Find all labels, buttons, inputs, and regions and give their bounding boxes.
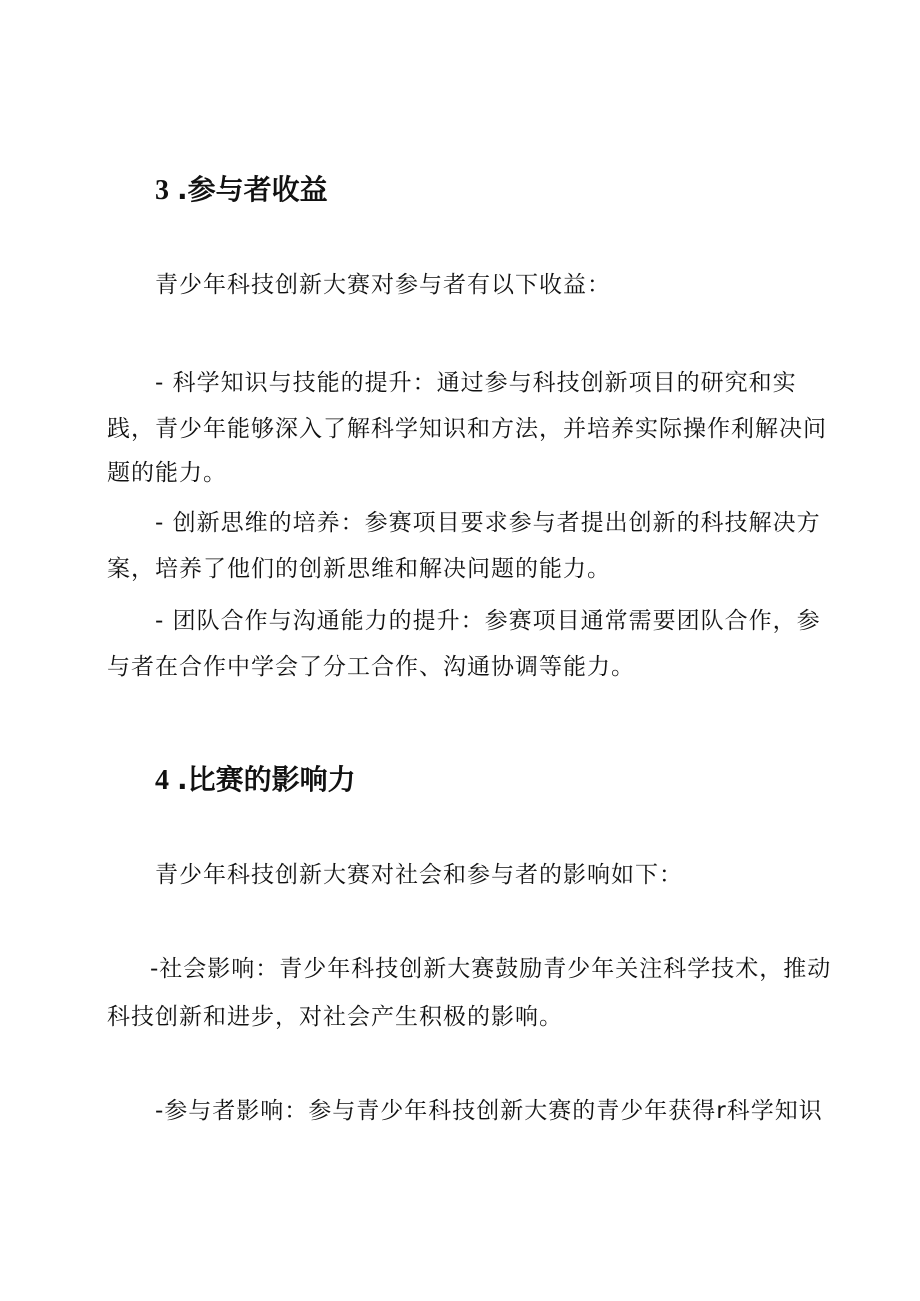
section-4-title: .比赛的影响力	[177, 763, 356, 796]
section-3-title: .参与者收益	[177, 173, 328, 206]
section-3-number: 3	[155, 175, 169, 206]
section-4-item-2-line-1: -参与者影响：参与青少年科技创新大赛的青少年获得r科学知识	[155, 1098, 823, 1124]
section-3-item-1-line-3: 题的能力。	[107, 460, 227, 486]
section-3-intro: 青少年科技创新大赛对参与者有以下收益：	[155, 272, 611, 298]
section-3-item-2-line-2: 案，培养了他们的创新思维和解决问题的能力。	[107, 556, 611, 582]
section-4-number: 4	[155, 765, 169, 796]
section-3-item-2-line-1: - 创新思维的培养：参赛项目要求参与者提出创新的科技解决方	[155, 510, 821, 536]
section-4-item-1-line-2: 科技创新和进步，对社会产生积极的影响。	[107, 1004, 563, 1030]
section-3-item-3-line-1: - 团队合作与沟通能力的提升：参赛项目通常需要团队合作，参	[155, 608, 821, 634]
section-3-item-1-line-2: 践，青少年能够深入了解科学知识和方法，并培养实际操作利解决问	[107, 416, 827, 442]
section-3-heading	[155, 170, 328, 211]
section-4-heading	[155, 760, 356, 801]
section-3-item-1-line-1: - 科学知识与技能的提升：通过参与科技创新项目的研究和实	[155, 370, 797, 396]
section-4-item-1-line-1: -社会影响：青少年科技创新大赛鼓励青少年关注科学技术，推动	[150, 956, 832, 982]
section-3-item-3-line-2: 与者在合作中学会了分工合作、沟通协调等能力。	[107, 654, 635, 680]
section-4-intro: 青少年科技创新大赛对社会和参与者的影响如下：	[155, 862, 683, 888]
